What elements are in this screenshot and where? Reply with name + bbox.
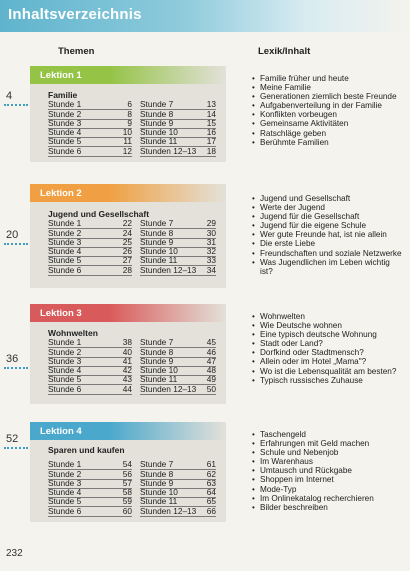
stunde-label: Stunde 9: [140, 355, 174, 366]
stunde-page: 64: [206, 487, 216, 498]
lexik-item: • Freundschaften und soziale Netzwerke: [252, 249, 402, 258]
lektion-band: [30, 422, 226, 440]
stunden-column-right: [140, 101, 224, 157]
stunde-page: 65: [206, 496, 216, 507]
stunde-label: Stunden 12–13: [140, 505, 197, 516]
stunde-label: Stunden 12–13: [140, 383, 197, 394]
stunde-page: 58: [122, 487, 132, 498]
stunde-label: Stunde 6: [48, 264, 82, 275]
stunde-label: Stunden 12–13: [140, 145, 197, 156]
stunde-label: Stunde 3: [48, 477, 82, 488]
stunden-list: [48, 101, 224, 157]
lexik-item: • Shoppen im Internet: [252, 475, 402, 484]
stunde-page: 33: [206, 255, 216, 266]
lektion-subtitle: Sparen und kaufen: [48, 445, 125, 455]
stunde-page: 46: [206, 346, 216, 357]
lektion-subtitle: Jugend und Gesellschaft: [48, 209, 150, 219]
stunde-label: Stunde 2: [48, 468, 82, 479]
stunden-list: [48, 339, 224, 395]
lexik-item: • Wo ist die Lebensqualität am besten?: [252, 367, 402, 376]
stunde-label: Stunde 5: [48, 136, 82, 147]
stunde-label: Stunde 1: [48, 337, 82, 348]
lexik-item: • Mode-Typ: [252, 485, 402, 494]
stunde-label: Stunde 1: [48, 459, 82, 470]
lexik-item: • Eine typisch deutsche Wohnung: [252, 330, 402, 339]
stunde-page: 44: [122, 383, 132, 394]
stunde-page: 63: [206, 477, 216, 488]
page-dots-divider: [4, 242, 28, 245]
stunde-label: Stunde 10: [140, 365, 178, 376]
stunde-label: Stunde 5: [48, 374, 82, 385]
stunde-page: 41: [122, 355, 132, 366]
section-page-number: 4: [6, 90, 13, 102]
lektion-band: [30, 66, 226, 84]
stunden-column-right: [140, 220, 224, 276]
lexik-item: • Ratschläge geben: [252, 129, 402, 138]
stunde-label: Stunde 9: [140, 477, 174, 488]
column-header-themen: Themen: [58, 46, 95, 57]
stunde-page: 16: [206, 127, 216, 138]
stunde-page: 24: [122, 227, 132, 238]
lektion-band: [30, 304, 226, 322]
lexik-list: [252, 74, 402, 147]
stunde-page: 43: [122, 374, 132, 385]
stunde-label: Stunde 11: [140, 255, 178, 266]
lektion-section: [30, 422, 402, 522]
stunden-column-left: [48, 101, 140, 157]
stunde-label: Stunde 10: [140, 127, 178, 138]
stunde-page: 47: [206, 355, 216, 366]
lexik-item: • Wohnwelten: [252, 312, 402, 321]
stunde-page: 14: [206, 108, 216, 119]
stunde-label: Stunde 4: [48, 127, 82, 138]
stunde-page: 66: [206, 505, 216, 516]
stunde-label: Stunde 10: [140, 487, 178, 498]
stunde-label: Stunde 11: [140, 374, 178, 385]
stunde-entry[interactable]: [140, 385, 216, 394]
stunde-page: 30: [206, 227, 216, 238]
page-title: Inhaltsverzeichnis: [8, 6, 142, 23]
stunde-page: 31: [206, 236, 216, 247]
stunde-page: 9: [127, 117, 132, 128]
lektion-panel: [30, 66, 226, 162]
lexik-item: • Dorfkind oder Stadtmensch?: [252, 348, 402, 357]
stunde-page: 22: [122, 218, 132, 229]
lektion-band: [30, 184, 226, 202]
lexik-item: • Konflikten vorbeugen: [252, 110, 402, 119]
stunden-list: [48, 220, 224, 276]
lexik-item: • Generationen ziemlich beste Freunde: [252, 92, 402, 101]
page-dots-divider: [4, 366, 28, 369]
stunde-page: 57: [122, 477, 132, 488]
stunde-page: 17: [206, 136, 216, 147]
stunde-label: Stunde 8: [140, 108, 174, 119]
lexik-list: [252, 312, 402, 385]
lexik-item: • Erfahrungen mit Geld machen: [252, 439, 402, 448]
stunde-label: Stunde 4: [48, 246, 82, 257]
lexik-item: • Werte der Jugend: [252, 203, 402, 212]
lektion-panel: [30, 304, 226, 404]
stunde-label: Stunde 6: [48, 145, 82, 156]
lexik-item: • Meine Familie: [252, 83, 402, 92]
lektion-badge[interactable]: Lektion 4: [34, 424, 88, 439]
stunde-page: 8: [127, 108, 132, 119]
lexik-item: • Taschengeld: [252, 430, 402, 439]
lexik-item: • Berühmte Familien: [252, 138, 402, 147]
lexik-item: • Allein oder im Hotel „Mama"?: [252, 357, 402, 366]
stunde-entry[interactable]: [48, 147, 132, 156]
stunde-page: 42: [122, 365, 132, 376]
stunden-list: [48, 461, 224, 517]
section-page-number: 36: [6, 353, 19, 365]
stunde-page: 60: [122, 505, 132, 516]
stunde-label: Stunde 7: [140, 337, 174, 348]
stunde-label: Stunde 10: [140, 246, 178, 257]
stunde-page: 50: [206, 383, 216, 394]
stunde-entry[interactable]: [140, 507, 216, 516]
stunde-page: 11: [123, 136, 132, 147]
lektion-subtitle: Familie: [48, 90, 78, 100]
stunde-label: Stunde 5: [48, 496, 82, 507]
lexik-item: • Jugend und Gesellschaft: [252, 194, 402, 203]
stunde-label: Stunde 9: [140, 236, 174, 247]
stunde-page: 54: [122, 459, 132, 470]
stunde-label: Stunde 9: [140, 117, 174, 128]
stunde-entry[interactable]: [48, 385, 132, 394]
lektion-badge[interactable]: Lektion 1: [34, 68, 88, 83]
lexik-item: • Bilder beschreiben: [252, 503, 402, 512]
stunde-page: 59: [122, 496, 132, 507]
lexik-list: [252, 430, 402, 512]
page-dots-divider: [4, 103, 28, 106]
stunde-label: Stunde 2: [48, 108, 82, 119]
stunde-page: 27: [122, 255, 132, 266]
stunde-page: 15: [206, 117, 216, 128]
lexik-item: • Wer gute Freunde hat, ist nie allein: [252, 230, 402, 239]
stunde-entry[interactable]: [48, 507, 132, 516]
page-dots-divider: [4, 446, 28, 449]
column-header-lexik: Lexik/Inhalt: [258, 46, 311, 57]
stunde-page: 6: [127, 99, 132, 110]
stunde-label: Stunde 7: [140, 99, 174, 110]
stunde-page: 48: [206, 365, 216, 376]
stunde-label: Stunde 8: [140, 468, 174, 479]
stunde-label: Stunde 1: [48, 99, 82, 110]
stunden-column-right: [140, 339, 224, 395]
title-bar: [0, 0, 410, 32]
stunde-page: 61: [206, 459, 216, 470]
lektion-badge[interactable]: Lektion 2: [34, 186, 88, 201]
stunden-column-left: [48, 339, 140, 395]
stunde-page: 26: [122, 246, 132, 257]
stunde-entry[interactable]: [48, 266, 132, 275]
lexik-list: [252, 194, 402, 276]
section-page-number: 52: [6, 433, 19, 445]
stunde-label: Stunde 3: [48, 355, 82, 366]
stunde-page: 12: [122, 145, 132, 156]
stunde-page: 38: [122, 337, 132, 348]
stunde-page: 45: [206, 337, 216, 348]
lexik-item: • Wie Deutsche wohnen: [252, 321, 402, 330]
stunde-page: 40: [122, 346, 132, 357]
lexik-item: • Im Onlinekatalog recherchieren: [252, 494, 402, 503]
lektion-subtitle: Wohnwelten: [48, 328, 98, 338]
stunde-label: Stunde 4: [48, 365, 82, 376]
stunde-page: 32: [206, 246, 216, 257]
lektion-panel: [30, 422, 226, 522]
lektion-section: [30, 304, 402, 404]
stunde-page: 56: [122, 468, 132, 479]
stunde-label: Stunde 1: [48, 218, 82, 229]
lexik-item: • Jugend für die eigene Schule: [252, 221, 402, 230]
stunde-page: 18: [206, 145, 216, 156]
lexik-item: • Was Jugendlichen im Leben wichtig ist?: [252, 258, 402, 276]
lexik-item: • Familie früher und heute: [252, 74, 402, 83]
lexik-item: • Schule und Nebenjob: [252, 448, 402, 457]
lexik-item: • Jugend für die Gesellschaft: [252, 212, 402, 221]
stunde-page: 25: [122, 236, 132, 247]
lexik-item: • Umtausch und Rückgabe: [252, 466, 402, 475]
stunde-label: Stunde 4: [48, 487, 82, 498]
stunde-page: 29: [206, 218, 216, 229]
lexik-item: • Im Warenhaus: [252, 457, 402, 466]
stunde-label: Stunde 6: [48, 505, 82, 516]
stunde-label: Stunde 7: [140, 459, 174, 470]
stunde-page: 49: [206, 374, 216, 385]
stunde-label: Stunde 11: [140, 496, 178, 507]
lexik-item: • Typisch russisches Zuhause: [252, 376, 402, 385]
lektion-badge[interactable]: Lektion 3: [34, 306, 88, 321]
section-page-number: 20: [6, 229, 19, 241]
stunde-page: 10: [122, 127, 132, 138]
stunde-label: Stunde 11: [140, 136, 178, 147]
stunden-column-right: [140, 461, 224, 517]
stunde-page: 34: [206, 264, 216, 275]
lektion-section: [30, 66, 402, 162]
lektion-panel: [30, 184, 226, 288]
lexik-item: • Gemeinsame Aktivitäten: [252, 119, 402, 128]
page-number: 232: [6, 548, 23, 559]
stunde-entry[interactable]: [140, 266, 216, 275]
stunde-label: Stunde 6: [48, 383, 82, 394]
stunde-page: 28: [122, 264, 132, 275]
stunde-label: Stunden 12–13: [140, 264, 197, 275]
stunde-label: Stunde 5: [48, 255, 82, 266]
stunde-label: Stunde 3: [48, 117, 82, 128]
stunde-label: Stunde 8: [140, 346, 174, 357]
lexik-item: • Die erste Liebe: [252, 239, 402, 248]
stunde-label: Stunde 3: [48, 236, 82, 247]
lexik-item: • Stadt oder Land?: [252, 339, 402, 348]
lexik-item: • Aufgabenverteilung in der Familie: [252, 101, 402, 110]
stunde-label: Stunde 7: [140, 218, 174, 229]
stunde-label: Stunde 2: [48, 346, 82, 357]
stunden-column-left: [48, 220, 140, 276]
stunden-column-left: [48, 461, 140, 517]
stunde-label: Stunde 2: [48, 227, 82, 238]
stunde-page: 13: [206, 99, 216, 110]
stunde-label: Stunde 8: [140, 227, 174, 238]
stunde-entry[interactable]: [140, 147, 216, 156]
lektion-section: [30, 184, 402, 288]
stunde-page: 62: [206, 468, 216, 479]
